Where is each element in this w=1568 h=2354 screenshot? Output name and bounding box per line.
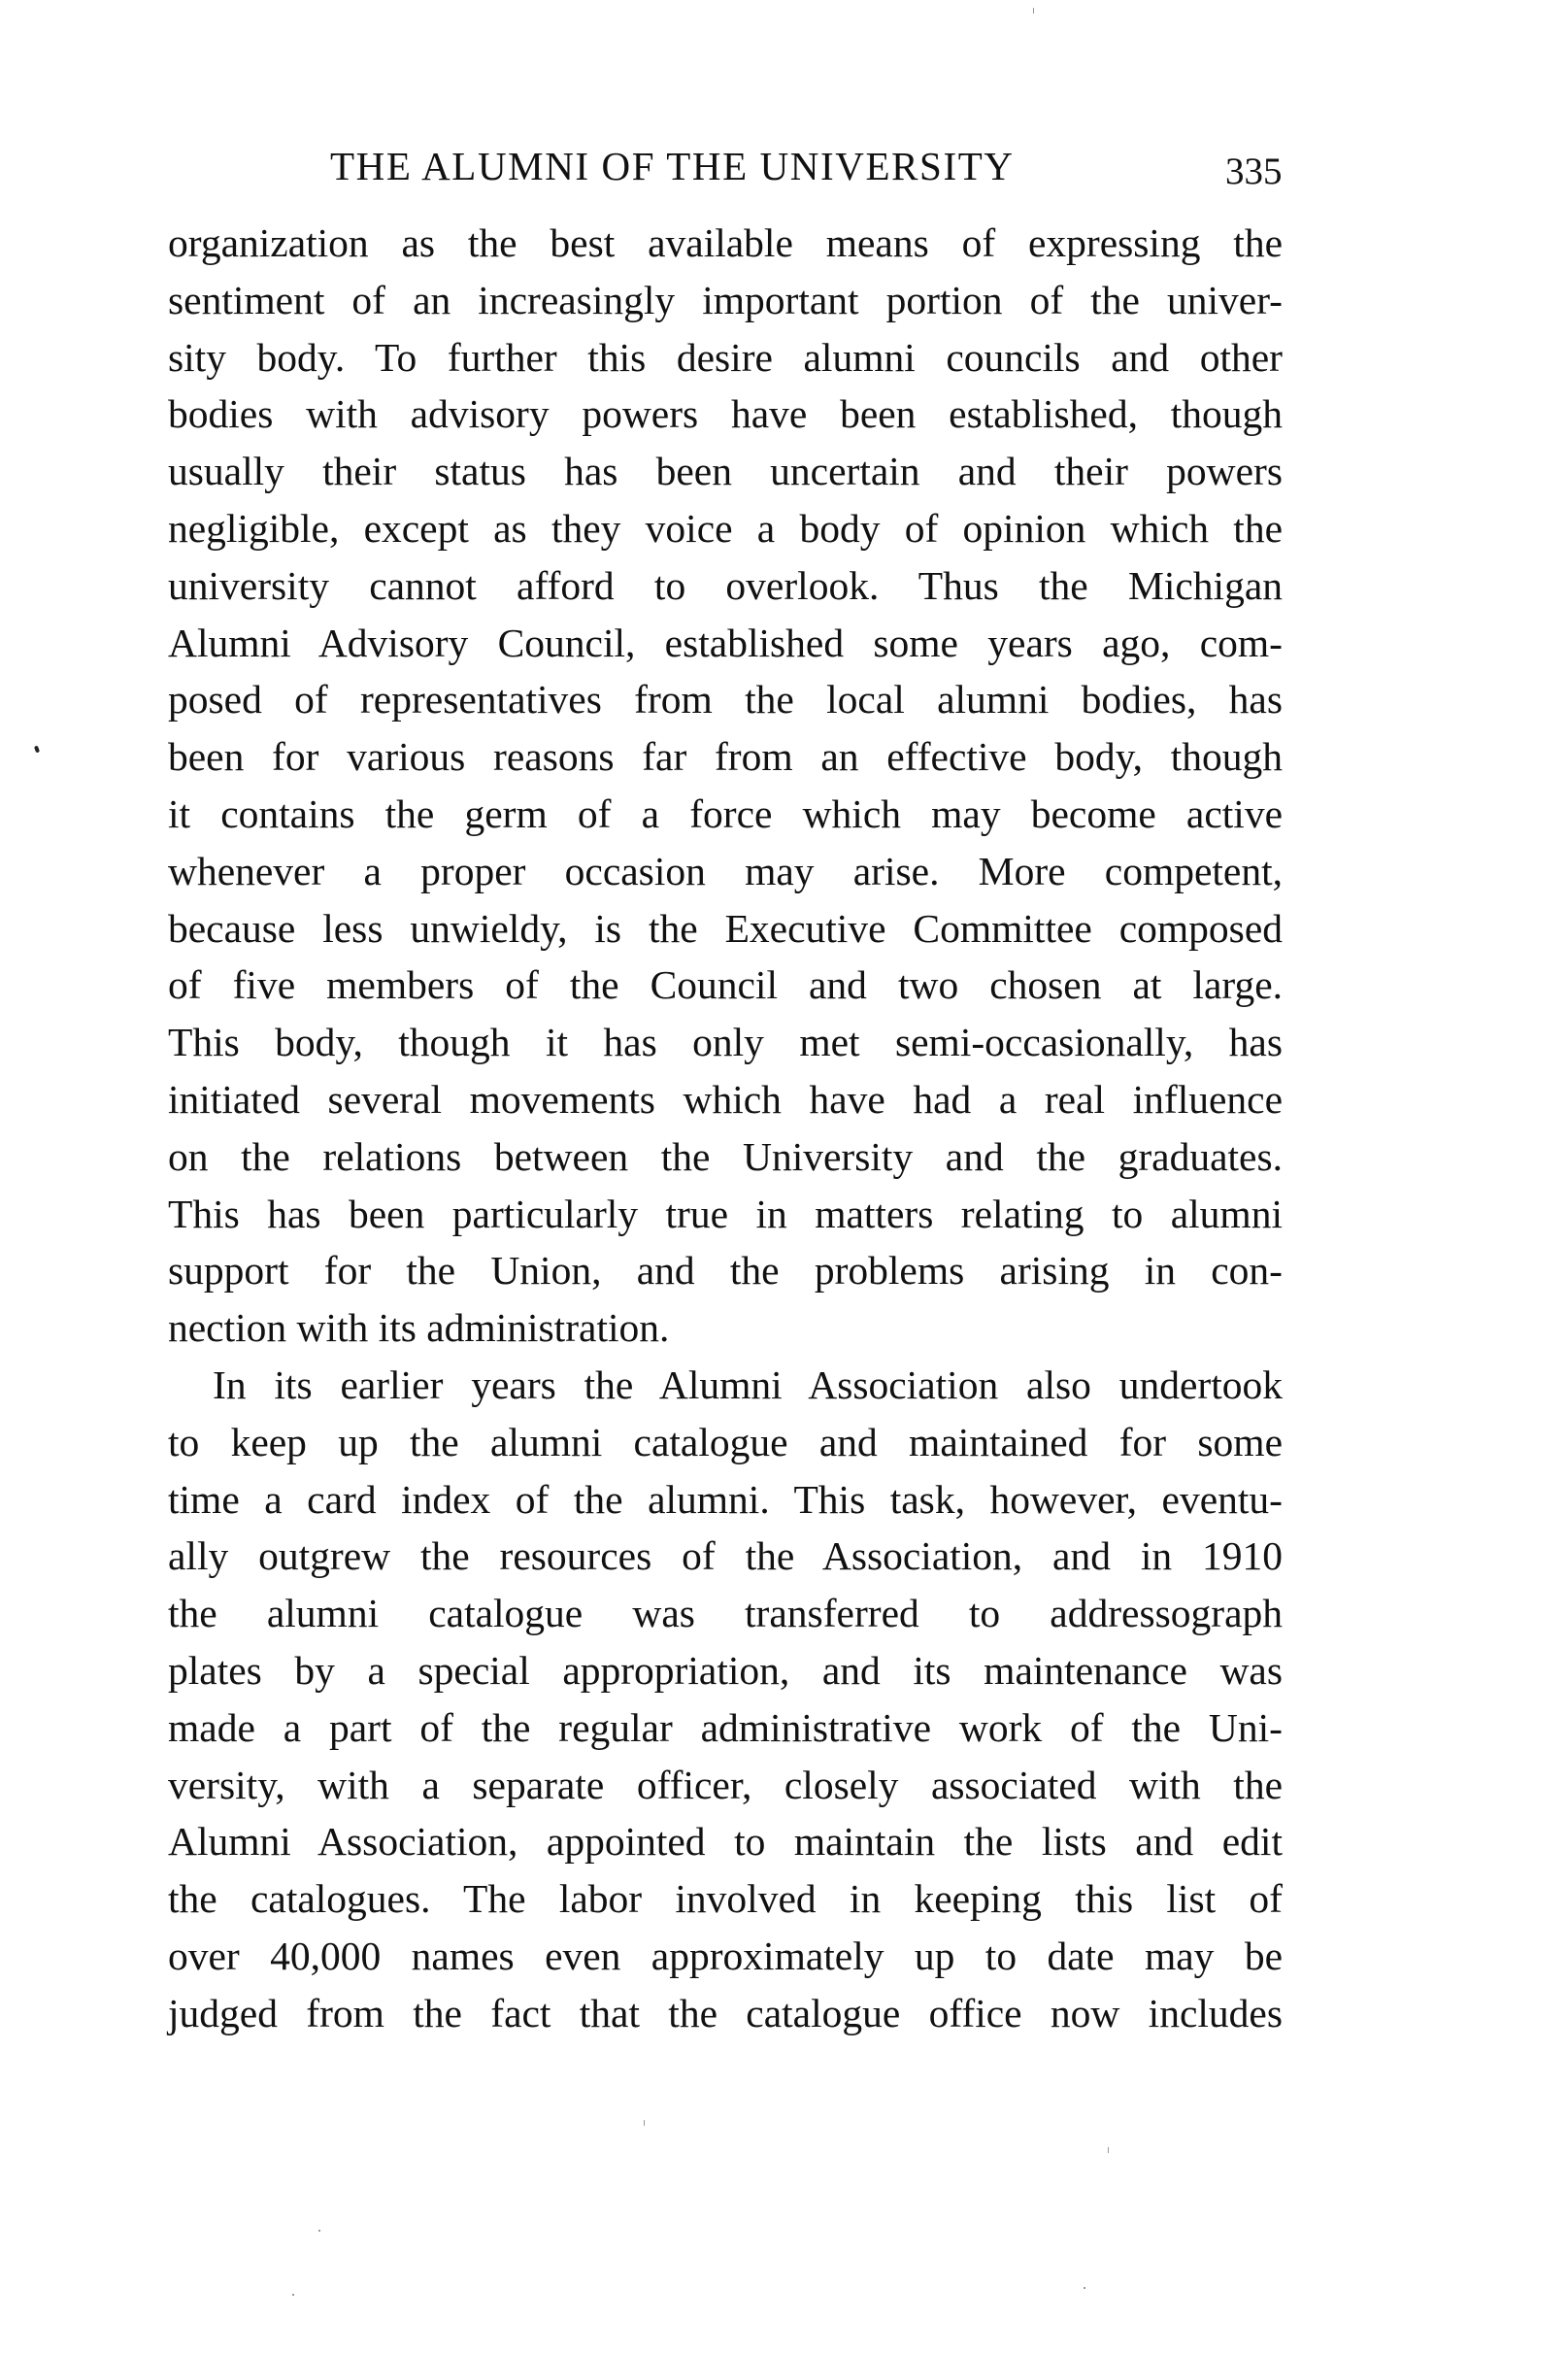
text-line: organization as the best available means of expressing the (168, 220, 1283, 265)
text-line: it contains the germ of a force which may become active (168, 790, 1283, 836)
text-line: This has been particularly true in matters relating to alumni (168, 1191, 1283, 1236)
text-line: usually their status has been uncertain and their powers (168, 449, 1283, 494)
text-line: of five members of the Council and two chosen at large. (168, 962, 1283, 1008)
text-line: over 40,000 names even approximately up to date may be (168, 1933, 1283, 1978)
text-line-paragraph-start: In its earlier years the Alumni Association also undertook (213, 1362, 1283, 1407)
text-line: versity, with a separate officer, closely associated with the (168, 1762, 1283, 1807)
text-line: university cannot afford to overlook. Thus the Michigan (168, 562, 1283, 608)
text-line: to keep up the alumni catalogue and maintained for some (168, 1419, 1283, 1464)
text-line: whenever a proper occasion may arise. More competent, (168, 848, 1283, 893)
scan-mark (34, 746, 40, 754)
scan-speck (644, 2120, 645, 2126)
text-line: bodies with advisory powers have been established, though (168, 391, 1283, 437)
text-line: judged from the fact that the catalogue office now includes (168, 1990, 1283, 2035)
running-head: THE ALUMNI OF THE UNIVERSITY (330, 144, 1015, 188)
text-line: made a part of the regular administrative work of the Uni- (168, 1704, 1283, 1750)
text-line: ally outgrew the resources of the Association, and in 1910 (168, 1533, 1283, 1579)
text-line: on the relations between the University and the graduates. (168, 1133, 1283, 1179)
text-line: the catalogues. The labor involved in keeping this list of (168, 1876, 1283, 1922)
scan-speck (318, 2230, 320, 2232)
body-text (168, 215, 1283, 2042)
scan-speck (1033, 8, 1034, 14)
text-line-paragraph-end: nection with its administration. (168, 1305, 670, 1351)
text-line: negligible, except as they voice a body of opinion which the (168, 505, 1283, 551)
text-line: posed of representatives from the local alumni bodies, has (168, 677, 1283, 723)
text-line: time a card index of the alumni. This task, however, eventu- (168, 1476, 1283, 1522)
text-line: been for various reasons far from an effective body, though (168, 734, 1283, 780)
text-line: the alumni catalogue was transferred to addressograph (168, 1591, 1283, 1636)
text-line: plates by a special appropriation, and its maintenance was (168, 1647, 1283, 1693)
text-line: because less unwieldy, is the Executive Committee composed (168, 905, 1283, 951)
text-line: initiated several movements which have had a real influence (168, 1076, 1283, 1122)
scan-speck (292, 2294, 294, 2296)
text-line: sity body. To further this desire alumni councils and other (168, 334, 1283, 380)
text-line: Alumni Advisory Council, established some years ago, com- (168, 620, 1283, 665)
page-number: 335 (1225, 151, 1283, 192)
scan-speck (1084, 2287, 1085, 2289)
text-line: sentiment of an increasingly important portion of the univer- (168, 277, 1283, 322)
text-line: This body, though it has only met semi-occasionally, has (168, 1020, 1283, 1065)
text-line: Alumni Association, appointed to maintain the lists and edit (168, 1819, 1283, 1865)
scan-speck (1108, 2147, 1109, 2153)
text-line: support for the Union, and the problems arising in con- (168, 1248, 1283, 1294)
